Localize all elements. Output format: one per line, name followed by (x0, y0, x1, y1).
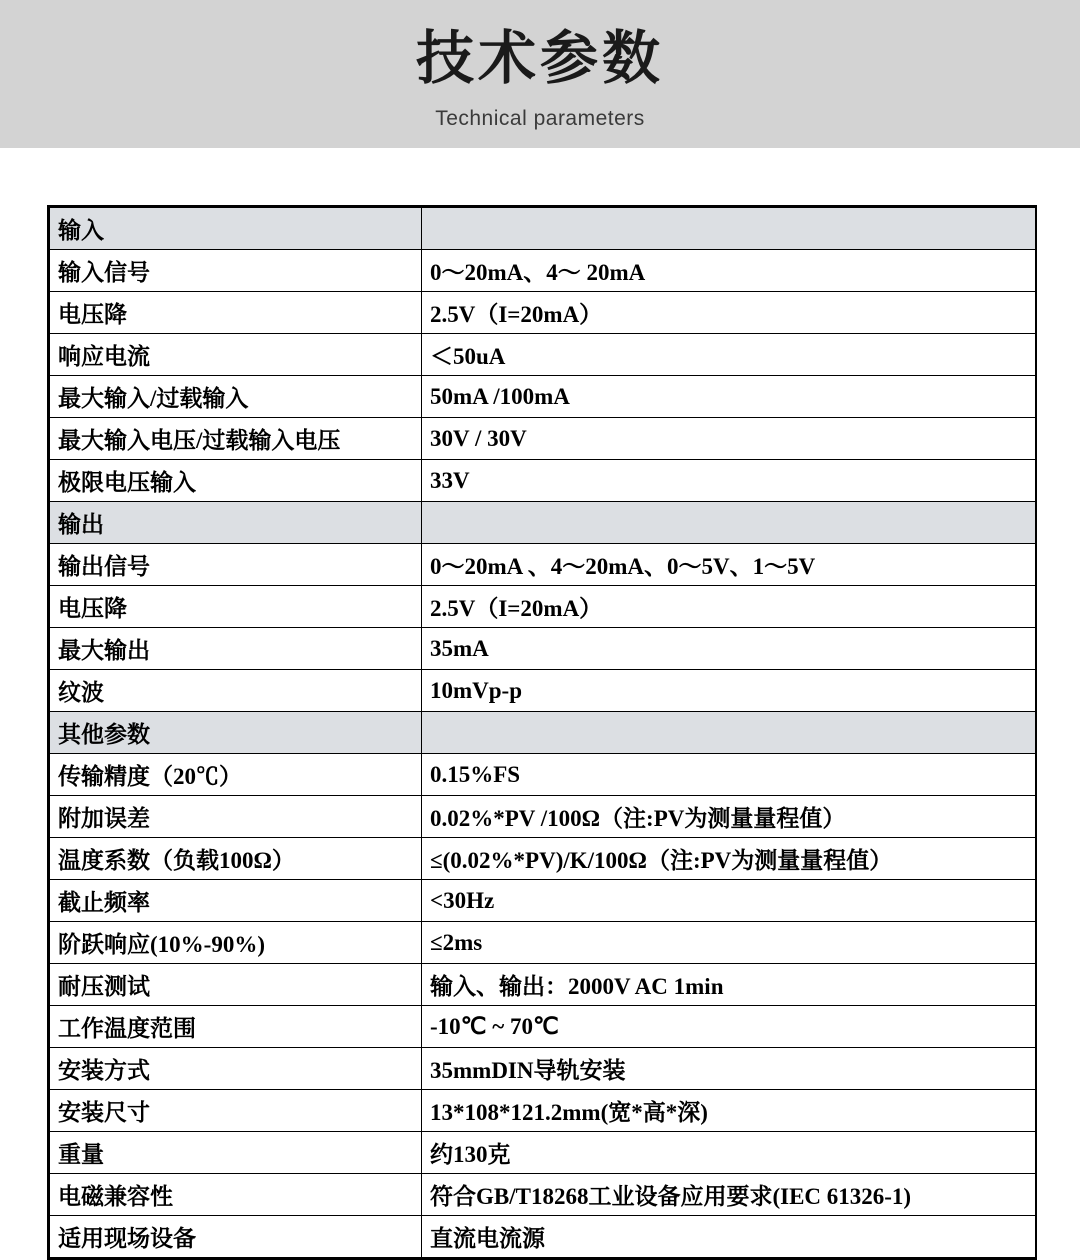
table-cell-label: 最大输出 (50, 628, 422, 670)
table-section-row (50, 712, 1036, 754)
table-cell-value: 2.5V（I=20mA） (422, 586, 1036, 628)
table-cell-label: 传输精度（20℃） (50, 754, 422, 796)
table-cell-value: 0.02%*PV /100Ω（注:PV为测量量程值） (422, 796, 1036, 838)
table-cell-label: 重量 (50, 1132, 422, 1174)
table-cell-value (422, 712, 1036, 754)
table-row (50, 418, 1036, 460)
table-row (50, 670, 1036, 712)
table-cell-label: 适用现场设备 (50, 1216, 422, 1258)
table-cell-label: 工作温度范围 (50, 1006, 422, 1048)
table-row (50, 1132, 1036, 1174)
table-cell-label: 极限电压输入 (50, 460, 422, 502)
table-cell-label: 纹波 (50, 670, 422, 712)
table-row (50, 334, 1036, 376)
table-cell-value: 10mVp-p (422, 670, 1036, 712)
technical-parameters-table (49, 207, 1036, 1258)
table-row (50, 838, 1036, 880)
table-cell-value: 35mA (422, 628, 1036, 670)
table-cell-value: <30Hz (422, 880, 1036, 922)
table-cell-label: 安装方式 (50, 1048, 422, 1090)
table-cell-label: 电压降 (50, 586, 422, 628)
table-row (50, 544, 1036, 586)
table-cell-value: 0～20mA、4～ 20mA (422, 250, 1036, 292)
table-cell-label: 其他参数 (50, 712, 422, 754)
table-cell-value: 0～20mA 、4～20mA、0～5V、1～5V (422, 544, 1036, 586)
table-cell-value: ≤(0.02%*PV)/K/100Ω（注:PV为测量量程值） (422, 838, 1036, 880)
page-subtitle: Technical parameters (435, 107, 645, 130)
table-cell-value: 35mmDIN导轨安装 (422, 1048, 1036, 1090)
table-cell-label: 输出信号 (50, 544, 422, 586)
spec-table-wrapper (47, 205, 1033, 1260)
table-cell-label: 电磁兼容性 (50, 1174, 422, 1216)
table-row (50, 586, 1036, 628)
table-cell-label: 响应电流 (50, 334, 422, 376)
table-cell-value: -10℃ ~ 70℃ (422, 1006, 1036, 1048)
table-row (50, 1090, 1036, 1132)
table-row (50, 796, 1036, 838)
table-cell-label: 输入信号 (50, 250, 422, 292)
table-section-row (50, 502, 1036, 544)
table-cell-value: ≤2ms (422, 922, 1036, 964)
table-cell-label: 附加误差 (50, 796, 422, 838)
table-row (50, 880, 1036, 922)
table-row (50, 250, 1036, 292)
spec-table-border (47, 205, 1037, 1260)
table-cell-value: ＜50uA (422, 334, 1036, 376)
table-row (50, 376, 1036, 418)
table-cell-label: 电压降 (50, 292, 422, 334)
table-row (50, 1216, 1036, 1258)
page-title: 技术参数 (415, 26, 664, 91)
table-cell-label: 温度系数（负载100Ω） (50, 838, 422, 880)
table-cell-value: 30V / 30V (422, 418, 1036, 460)
table-cell-label: 耐压测试 (50, 964, 422, 1006)
page-banner (0, 0, 1080, 148)
table-cell-value: 输入、输出：2000V AC 1min (422, 964, 1036, 1006)
table-cell-label: 输入 (50, 208, 422, 250)
table-row (50, 1006, 1036, 1048)
table-cell-label: 最大输入电压/过载输入电压 (50, 418, 422, 460)
table-cell-value: 2.5V（I=20mA） (422, 292, 1036, 334)
table-cell-label: 输出 (50, 502, 422, 544)
table-row (50, 460, 1036, 502)
table-cell-value: 33V (422, 460, 1036, 502)
table-cell-label: 安装尺寸 (50, 1090, 422, 1132)
table-cell-label: 阶跃响应(10%-90%) (50, 922, 422, 964)
table-cell-value: 符合GB/T18268工业设备应用要求(IEC 61326-1) (422, 1174, 1036, 1216)
table-row (50, 964, 1036, 1006)
table-row (50, 292, 1036, 334)
table-row (50, 1174, 1036, 1216)
table-row (50, 754, 1036, 796)
table-cell-label: 截止频率 (50, 880, 422, 922)
table-section-row (50, 208, 1036, 250)
table-cell-value (422, 502, 1036, 544)
table-cell-label: 最大输入/过载输入 (50, 376, 422, 418)
table-cell-value: 约130克 (422, 1132, 1036, 1174)
table-row (50, 628, 1036, 670)
table-cell-value: 13*108*121.2mm(宽*高*深) (422, 1090, 1036, 1132)
table-cell-value: 直流电流源 (422, 1216, 1036, 1258)
table-cell-value (422, 208, 1036, 250)
table-row (50, 922, 1036, 964)
table-cell-value: 0.15%FS (422, 754, 1036, 796)
table-row (50, 1048, 1036, 1090)
table-cell-value: 50mA /100mA (422, 376, 1036, 418)
